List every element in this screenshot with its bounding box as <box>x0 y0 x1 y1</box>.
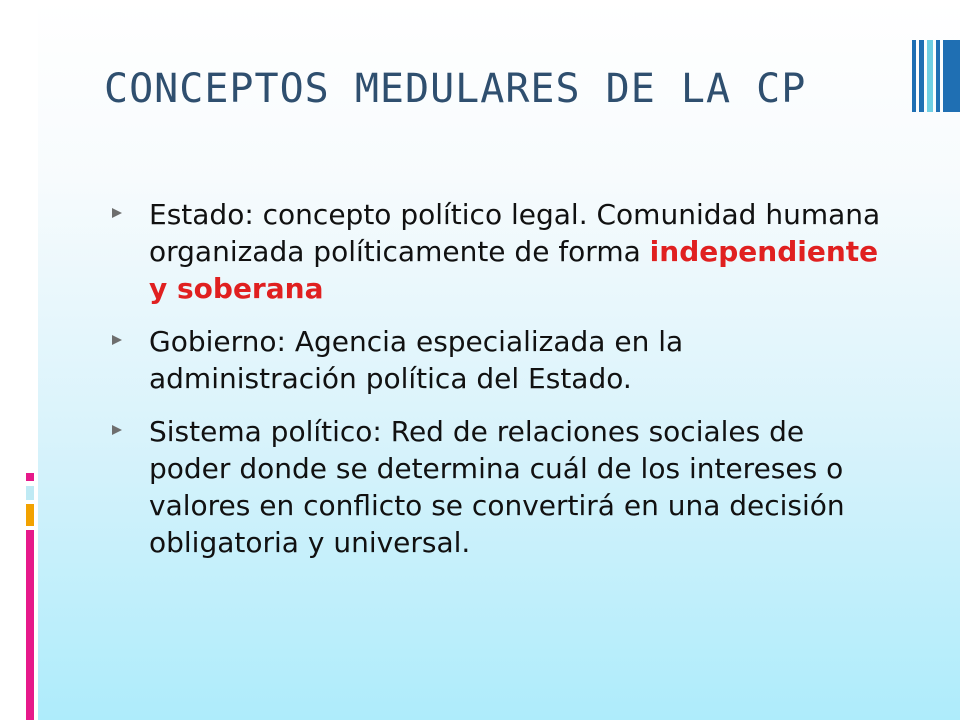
bullet-emphasis: independiente y soberana <box>149 235 879 305</box>
deco-bar <box>912 40 916 112</box>
bullet-list <box>112 196 882 577</box>
bullet-text: Sistema político: Red de relaciones sociales de poder donde se determina cuál de los intereses o valores en conflicto se convertirá en una decisión obligatoria y universal. <box>149 415 845 559</box>
bullet-arrow-icon <box>112 425 122 435</box>
deco-bar <box>26 504 34 526</box>
bullet-text: Gobierno: Agencia especializada en la administración política del Estado. <box>149 325 684 395</box>
deco-bar <box>927 40 933 112</box>
bullet-arrow-icon <box>112 335 122 345</box>
deco-bar <box>26 530 34 720</box>
deco-bar <box>943 40 960 112</box>
slide-title: CONCEPTOS MEDULARES DE LA CP <box>104 66 807 112</box>
deco-bar <box>936 40 940 112</box>
deco-bar <box>26 473 34 481</box>
bullet-sistema-politico <box>112 413 882 561</box>
bullet-gobierno <box>112 323 882 397</box>
bullet-estado <box>112 196 882 307</box>
deco-bar <box>919 40 924 112</box>
bullet-text: Estado: concepto político legal. Comunidad humana organizada políticamente de forma <box>149 198 881 268</box>
deco-bar <box>26 486 34 500</box>
bullet-arrow-icon <box>112 208 122 218</box>
